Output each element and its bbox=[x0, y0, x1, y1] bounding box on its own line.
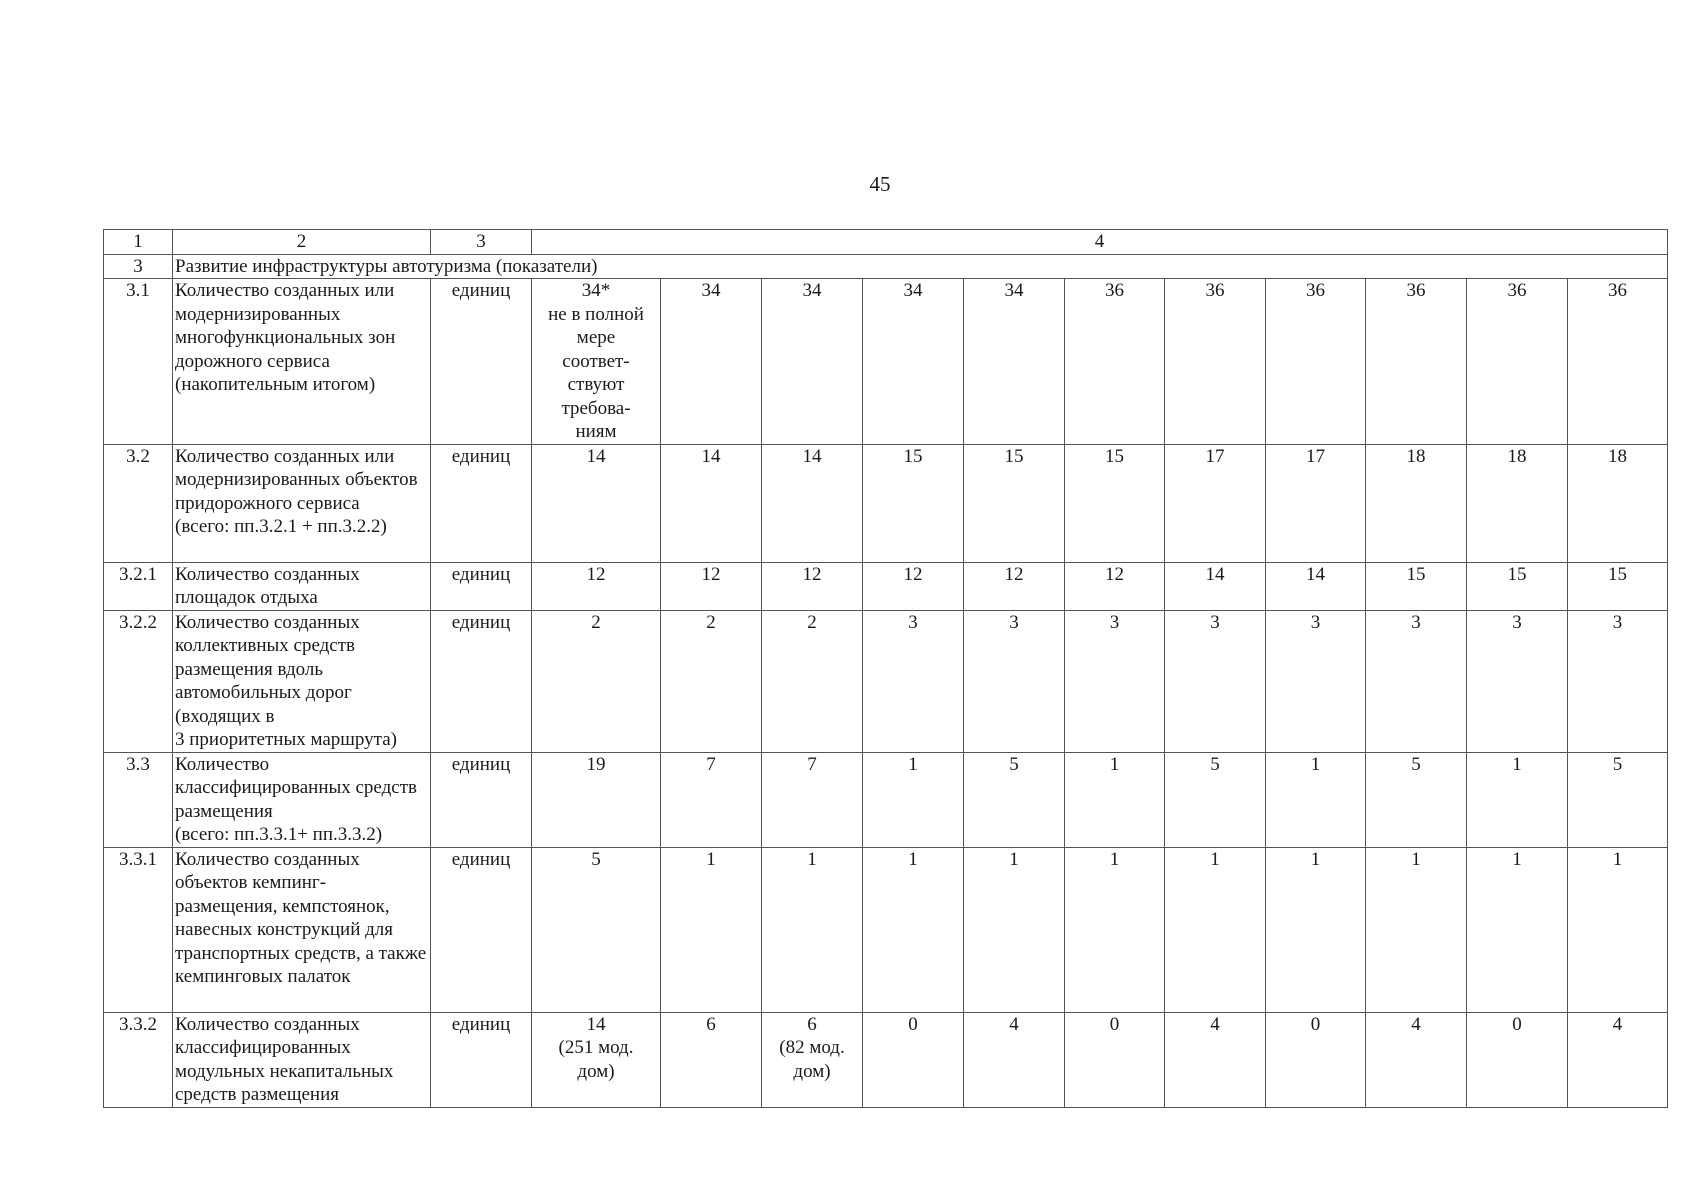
row-value-cell: 18 bbox=[1568, 444, 1668, 562]
row-indicator-name: Количество созданных или модернизированных объектов придорожного сервиса (всего: пп.3.2.1 + пп.3.2.2) bbox=[173, 444, 431, 562]
table-row bbox=[104, 610, 1668, 752]
row-value-cell: 1 bbox=[964, 847, 1065, 1012]
row-value-cell: 3 bbox=[1568, 610, 1668, 752]
row-number: 3.2.1 bbox=[104, 562, 173, 610]
row-unit: единиц bbox=[431, 562, 532, 610]
section-number: 3 bbox=[104, 254, 173, 279]
row-number: 3.2.2 bbox=[104, 610, 173, 752]
row-value-cell: 14 bbox=[762, 444, 863, 562]
row-value-cell: 14 (251 мод. дом) bbox=[532, 1012, 661, 1107]
row-value-cell: 5 bbox=[1366, 752, 1467, 847]
row-value-cell: 12 bbox=[863, 562, 964, 610]
row-indicator-name: Количество созданных площадок отдыха bbox=[173, 562, 431, 610]
row-value-cell: 3 bbox=[1366, 610, 1467, 752]
table-header-row bbox=[104, 230, 1668, 255]
row-value-cell: 14 bbox=[532, 444, 661, 562]
row-value-cell: 14 bbox=[1266, 562, 1366, 610]
row-value-cell: 7 bbox=[661, 752, 762, 847]
row-value-cell: 1 bbox=[1165, 847, 1266, 1012]
row-value-cell: 3 bbox=[1467, 610, 1568, 752]
row-value-cell: 1 bbox=[1467, 752, 1568, 847]
row-unit: единиц bbox=[431, 610, 532, 752]
row-indicator-name: Количество созданных объектов кемпинг-размещения, кемпстоянок, навесных конструкций для транспортных средств, а также кемпинговых палаток bbox=[173, 847, 431, 1012]
row-value-cell: 1 bbox=[1568, 847, 1668, 1012]
row-value-cell: 15 bbox=[1568, 562, 1668, 610]
page-number: 45 bbox=[869, 172, 891, 196]
row-number: 3.3.1 bbox=[104, 847, 173, 1012]
row-value-cell: 1 bbox=[863, 847, 964, 1012]
row-value-cell: 34* не в полной мере соответ- ствуют требова- ниям bbox=[532, 279, 661, 445]
row-value-cell: 36 bbox=[1065, 279, 1165, 445]
row-value-cell: 18 bbox=[1467, 444, 1568, 562]
row-value-cell: 4 bbox=[1366, 1012, 1467, 1107]
row-unit: единиц bbox=[431, 1012, 532, 1107]
row-value-cell: 4 bbox=[1568, 1012, 1668, 1107]
row-value-cell: 1 bbox=[1467, 847, 1568, 1012]
row-value-cell: 1 bbox=[1366, 847, 1467, 1012]
row-value-cell: 1 bbox=[1065, 752, 1165, 847]
row-value-cell: 17 bbox=[1165, 444, 1266, 562]
row-value-cell: 2 bbox=[661, 610, 762, 752]
row-value-cell: 1 bbox=[1065, 847, 1165, 1012]
row-value-cell: 5 bbox=[1165, 752, 1266, 847]
header-cell: 2 bbox=[173, 230, 431, 255]
row-value-cell: 2 bbox=[532, 610, 661, 752]
row-value-cell: 36 bbox=[1165, 279, 1266, 445]
row-value-cell: 3 bbox=[1065, 610, 1165, 752]
row-value-cell: 4 bbox=[964, 1012, 1065, 1107]
row-number: 3.3 bbox=[104, 752, 173, 847]
header-cell: 4 bbox=[532, 230, 1668, 255]
row-value-cell: 1 bbox=[1266, 752, 1366, 847]
row-value-cell: 36 bbox=[1266, 279, 1366, 445]
section-title: Развитие инфраструктуры автотуризма (показатели) bbox=[173, 254, 1668, 279]
row-value-cell: 36 bbox=[1467, 279, 1568, 445]
row-value-cell: 19 bbox=[532, 752, 661, 847]
table-row bbox=[104, 279, 1668, 445]
row-value-cell: 36 bbox=[1366, 279, 1467, 445]
row-value-cell: 36 bbox=[1568, 279, 1668, 445]
row-value-cell: 0 bbox=[1065, 1012, 1165, 1107]
row-value-cell: 14 bbox=[1165, 562, 1266, 610]
row-value-cell: 0 bbox=[863, 1012, 964, 1107]
row-value-cell: 7 bbox=[762, 752, 863, 847]
row-indicator-name: Количество созданных или модернизированных многофункциональных зон дорожного сервиса (накопительным итогом) bbox=[173, 279, 431, 445]
row-number: 3.2 bbox=[104, 444, 173, 562]
table-row bbox=[104, 444, 1668, 562]
row-indicator-name: Количество классифицированных средств размещения (всего: пп.3.3.1+ пп.3.3.2) bbox=[173, 752, 431, 847]
row-value-cell: 3 bbox=[863, 610, 964, 752]
row-value-cell: 15 bbox=[1065, 444, 1165, 562]
row-value-cell: 15 bbox=[1366, 562, 1467, 610]
section-row bbox=[104, 254, 1668, 279]
row-value-cell: 3 bbox=[1165, 610, 1266, 752]
row-value-cell: 12 bbox=[762, 562, 863, 610]
row-unit: единиц bbox=[431, 279, 532, 445]
row-indicator-name: Количество созданных коллективных средств размещения вдоль автомобильных дорог (входящих в 3 приоритетных маршрута) bbox=[173, 610, 431, 752]
row-value-cell: 12 bbox=[964, 562, 1065, 610]
row-value-cell: 12 bbox=[1065, 562, 1165, 610]
table-row bbox=[104, 562, 1668, 610]
row-value-cell: 15 bbox=[863, 444, 964, 562]
row-value-cell: 34 bbox=[661, 279, 762, 445]
row-value-cell: 15 bbox=[1467, 562, 1568, 610]
header-cell: 3 bbox=[431, 230, 532, 255]
row-value-cell: 5 bbox=[964, 752, 1065, 847]
row-indicator-name: Количество созданных классифицированных модульных некапитальных средств размещения bbox=[173, 1012, 431, 1107]
indicators-table bbox=[103, 229, 1668, 1108]
row-value-cell: 4 bbox=[1165, 1012, 1266, 1107]
row-value-cell: 17 bbox=[1266, 444, 1366, 562]
table-row bbox=[104, 847, 1668, 1012]
row-value-cell: 1 bbox=[762, 847, 863, 1012]
row-value-cell: 3 bbox=[1266, 610, 1366, 752]
row-value-cell: 12 bbox=[532, 562, 661, 610]
row-number: 3.3.2 bbox=[104, 1012, 173, 1107]
row-value-cell: 0 bbox=[1266, 1012, 1366, 1107]
row-value-cell: 6 bbox=[661, 1012, 762, 1107]
row-value-cell: 14 bbox=[661, 444, 762, 562]
row-value-cell: 34 bbox=[762, 279, 863, 445]
row-value-cell: 6 (82 мод. дом) bbox=[762, 1012, 863, 1107]
row-value-cell: 3 bbox=[964, 610, 1065, 752]
row-value-cell: 34 bbox=[964, 279, 1065, 445]
row-value-cell: 12 bbox=[661, 562, 762, 610]
row-value-cell: 1 bbox=[863, 752, 964, 847]
row-unit: единиц bbox=[431, 752, 532, 847]
row-value-cell: 1 bbox=[1266, 847, 1366, 1012]
row-value-cell: 5 bbox=[532, 847, 661, 1012]
row-value-cell: 5 bbox=[1568, 752, 1668, 847]
row-unit: единиц bbox=[431, 444, 532, 562]
table-row bbox=[104, 1012, 1668, 1107]
header-cell: 1 bbox=[104, 230, 173, 255]
row-value-cell: 34 bbox=[863, 279, 964, 445]
row-number: 3.1 bbox=[104, 279, 173, 445]
row-value-cell: 15 bbox=[964, 444, 1065, 562]
row-value-cell: 18 bbox=[1366, 444, 1467, 562]
table-row bbox=[104, 752, 1668, 847]
row-unit: единиц bbox=[431, 847, 532, 1012]
row-value-cell: 1 bbox=[661, 847, 762, 1012]
row-value-cell: 0 bbox=[1467, 1012, 1568, 1107]
row-value-cell: 2 bbox=[762, 610, 863, 752]
